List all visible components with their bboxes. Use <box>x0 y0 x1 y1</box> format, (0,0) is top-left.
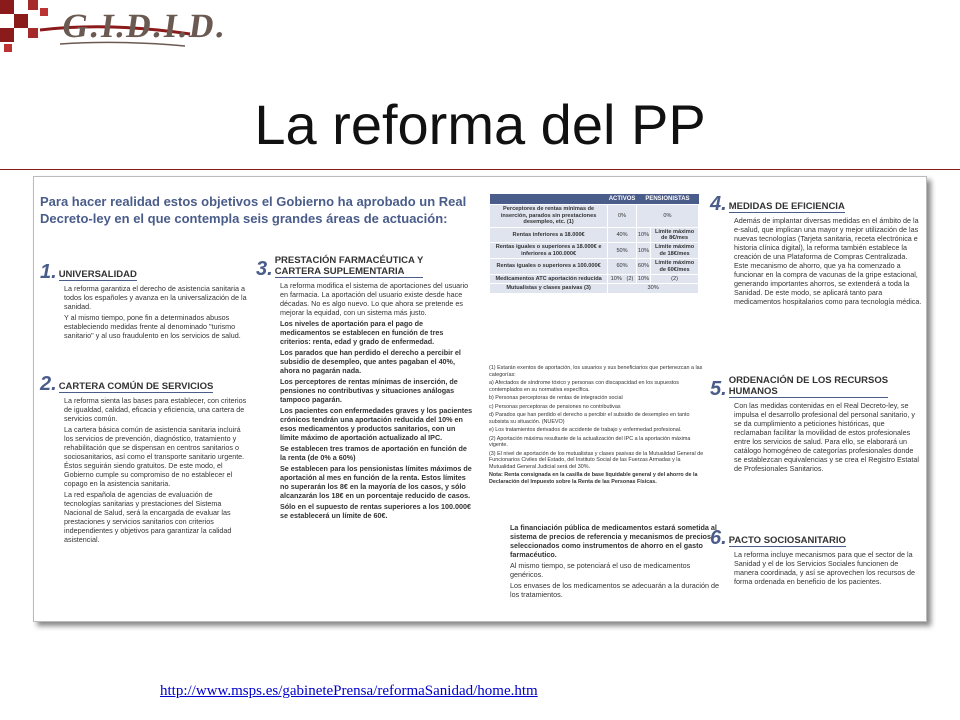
section-title-line2: HUMANOS <box>729 386 888 398</box>
section-paragraph: La reforma modifica el sistema de aportaciones del usuario en farmacia. La aportación del usuario existe desde hace décadas. No es algo nuevo. Lo que ahora se pretende es mejorar la equidad, con un sistema más justo. <box>280 281 469 317</box>
section-paragraph: Los pacientes con enfermedades graves y los pacientes crónicos tendrán una aportación reducida del 10% en esos medicamentos y productos sanitarios, con un límite máximo de aportación actualizado al IPC. <box>280 406 473 442</box>
section-number: 2. <box>40 373 57 395</box>
table-cell: 50% <box>608 243 637 259</box>
table-row <box>490 284 699 293</box>
financing-paragraph: La financiación pública de medicamentos estará sometida al sistema de precios de referencia y mecanismos de precios seleccionados como instrumentos de ahorro en el gasto farmacéutico. <box>510 523 717 559</box>
table-cell: (2) <box>651 275 699 284</box>
section-cartera-comun <box>40 375 250 546</box>
table-header: PENSIONISTAS <box>636 194 698 205</box>
table-cell: 40% <box>608 227 637 243</box>
financing-block <box>510 523 720 601</box>
table-row <box>490 227 699 243</box>
table-cell <box>608 275 637 284</box>
section-universalidad <box>40 263 250 342</box>
note: c) Personas perceptoras de pensiones no contributivas <box>489 403 621 410</box>
section-medidas-eficiencia <box>710 195 922 308</box>
table-cell: Rentas iguales o superiores a 100.000€ <box>490 259 608 275</box>
table-cell: 0% <box>636 205 698 227</box>
slide-title: La reforma del PP <box>254 93 706 156</box>
note: (3) El nivel de aportación de los mutualistas y clases pasivas de la Mutualidad General de Funcionarios Civiles del Estado, del Instituto Social de las Fuerzas Armadas y la Mutualidad General Judicial será del 30%. <box>489 450 704 470</box>
section-number: 5. <box>710 378 727 400</box>
source-link[interactable]: http://www.msps.es/gabinetePrensa/reformaSanidad/home.htm <box>160 683 538 699</box>
table-cell: Rentas iguales o superiores a 18.000€ e inferiores a 100.000€ <box>490 243 608 259</box>
table-cell: Perceptores de rentas mínimas de inserción, parados sin prestaciones desempleo, etc. (1) <box>490 205 608 227</box>
financing-paragraph: Al mismo tiempo, se potenciará el uso de medicamentos genéricos. <box>510 561 691 579</box>
table-header <box>490 194 608 205</box>
section-paragraph: La red española de agencias de evaluación de tecnologías sanitarias y prestaciones del Sistema Nacional de Salud, será la encargada de evaluar las prestaciones y servicios sanitarios con criterios independientes y objetivos para garantizar la calidad asistencial. <box>64 490 232 544</box>
table-cell: 60% <box>608 259 637 275</box>
note: (1) Estarán exentos de aportación, los usuarios y sus beneficiarios que pertenezcan a las categorías: <box>489 365 703 378</box>
section-pacto-sociosanitario <box>710 529 922 588</box>
table-cell: Medicamentos ATC aportación reducida <box>490 275 608 284</box>
section-title: ORDENACIÓN DE LOS RECURSOS <box>728 375 889 386</box>
table-notes <box>489 365 704 487</box>
section-number: 1. <box>40 261 57 283</box>
section-paragraph: La reforma incluye mecanismos para que el sector de la Sanidad y el de los Servicios Sociales funcionen de manera coordinada, y así se aprovechen los recursos de forma ordenada en beneficio de los pacientes. <box>734 550 915 586</box>
section-number: 3. <box>256 258 273 280</box>
financing-paragraph: Los envases de los medicamentos se adecuarán a la duración de los tratamientos. <box>510 581 719 599</box>
section-title: PRESTACIÓN FARMACÉUTICA Y <box>274 255 424 266</box>
table-cell: 10% <box>636 227 650 243</box>
table-cell: 10% <box>636 243 650 259</box>
section-title: MEDIDAS DE EFICIENCIA <box>728 201 845 212</box>
section-paragraph: La reforma garantiza el derecho de asistencia sanitaria a todos los españoles y avanza en la universalización de la sanidad. <box>64 284 247 311</box>
section-title: UNIVERSALIDAD <box>58 269 137 280</box>
note: (2) Aportación máxima resultante de la actualización del IPC a la aportación máxima vigente. <box>489 435 691 448</box>
document-headline: Para hacer realidad estos objetivos el Gobierno ha aprobado un Real Decreto-ley en el que contempla seis grandes áreas de actuación: <box>40 194 467 226</box>
section-paragraph: Y al mismo tiempo, pone fin a determinados abusos estableciendo medidas frente al denominado "turismo sanitario" y al uso fraudulento en los servicios de salud. <box>64 313 241 340</box>
section-paragraph: Los perceptores de rentas mínimas de inserción, de pensiones no contributivas y situaciones análogas tampoco pagarán. <box>280 377 458 404</box>
table-cell: 60% <box>636 259 650 275</box>
table-cell-note: (2) <box>626 276 634 283</box>
section-recursos-humanos <box>710 375 922 475</box>
table-cell: 30% <box>608 284 699 293</box>
copay-table <box>489 194 699 294</box>
table-cell: 0% <box>608 205 637 227</box>
note: e) Los tratamientos derivados de accidente de trabajo y enfermedad profesional. <box>489 427 682 433</box>
table-cell: Límite máximo de 8€/mes <box>651 227 699 243</box>
note: d) Parados que han perdido el derecho a percibir el subsidio de desempleo en tanto subsista su situación. (NUEVO) <box>489 412 690 425</box>
logo-text: G.I.D.I.D. <box>59 8 230 45</box>
reform-document <box>33 176 927 622</box>
table-cell: Límite máximo de 60€/mes <box>651 259 699 275</box>
section-paragraph: Se establecen tres tramos de aportación en función de la renta (de 0% a 60%) <box>280 444 467 462</box>
title-divider <box>0 169 960 170</box>
section-paragraph: Los niveles de aportación para el pago de medicamentos se establecen en función de tres criterios: renta, edad y grado de enfermedad. <box>280 319 444 346</box>
table-cell: 10% <box>637 276 650 283</box>
section-paragraph: Se establecen para los pensionistas límites máximos de aportación al mes en función de la renta. Estos límites no superarán los 8€ en la mayoría de los casos, y sólo alcanzarán los 18€ en un porcentaje reducido de casos. <box>280 464 472 500</box>
section-title: PACTO SOCIOSANITARIO <box>728 535 846 546</box>
table-cell-value: 10% <box>610 276 622 283</box>
table-header-row <box>490 194 699 205</box>
section-paragraph: Los parados que han perdido el derecho a percibir el subsidio de desempleo, que antes pagaban el 40%, ahora no pagarán nada. <box>280 348 461 375</box>
note: Nota: Renta consignada en la casilla de base liquidable general y del ahorro de la Declaración del Impuesto sobre la Renta de las Personas Físicas. <box>489 472 698 485</box>
note: b) Personas perceptoras de rentas de integración social <box>489 395 623 401</box>
table-row <box>490 243 699 259</box>
section-title-line2: CARTERA SUPLEMENTARIA <box>275 266 424 278</box>
table-cell: Rentas inferiores a 18.000€ <box>490 227 608 243</box>
section-paragraph: Con las medidas contenidas en el Real Decreto-ley, se impulsa el desarrollo profesional del personal sanitario, y se da cumplimiento a peticiones históricas, que reclamaban facilitar la movilidad de estos profesionales entre los servicios de salud. Para ello, se elaborará un catálogo homogéneo de categorías profesionales donde se establezcan equivalencias y se crea el Registro Estatal de Profesionales Sanitarios. <box>734 401 919 473</box>
section-paragraph: La reforma sienta las bases para establecer, con criterios de igualdad, calidad, eficacia y eficiencia, una cartera de servicios común. <box>64 396 247 423</box>
gidid-logo <box>0 0 230 62</box>
section-title: CARTERA COMÚN DE SERVICIOS <box>58 381 214 392</box>
table-row <box>490 259 699 275</box>
table-row <box>490 205 699 227</box>
section-number: 6. <box>710 527 727 549</box>
section-number: 4. <box>710 193 727 215</box>
table-row <box>490 275 699 284</box>
table-cell: Límite máximo de 18€/mes <box>651 243 699 259</box>
section-prestacion-farmaceutica <box>256 255 474 522</box>
note: a) Afectados de síndrome tóxico y personas con discapacidad en los supuestos contemplados en su normativa específica. <box>489 380 679 393</box>
section-paragraph: Además de implantar diversas medidas en el ámbito de la e-salud, que implican una mayor y mejor utilización de las nuevas tecnologías (Tarjeta sanitaria, receta electrónica e historia clínica digital), la reforma también establece la creación de una Plataforma de Compras Centralizada. Este mecanismo de ahorro, que ya ha comenzado a funcionar en la compra de vacunas de la gripe estacional, generando importantes ahorros, se extenderá a toda la Sanidad. De este modo, se aplicará tanto para medicamentos hospitalarios como para tecnología médica. <box>734 216 922 306</box>
section-paragraph: Sólo en el supuesto de rentas superiores a los 100.000€ se establecerá un límite de 60€. <box>280 502 471 520</box>
table-header: ACTIVOS <box>608 194 637 205</box>
section-paragraph: La cartera básica común de asistencia sanitaria incluirá los servicios de prevención, diagnóstico, tratamiento y rehabilitación que se dispensan en centros sanitarios o sociosanitarios, así como el transporte sanitario urgente. Éstos seguirán siendo gratuitos. De este modo, el Gobierno cumple su compromiso de no establecer el copago en la asistencia sanitaria. <box>64 425 245 488</box>
table-cell: Mutualistas y clases pasivas (3) <box>490 284 608 293</box>
